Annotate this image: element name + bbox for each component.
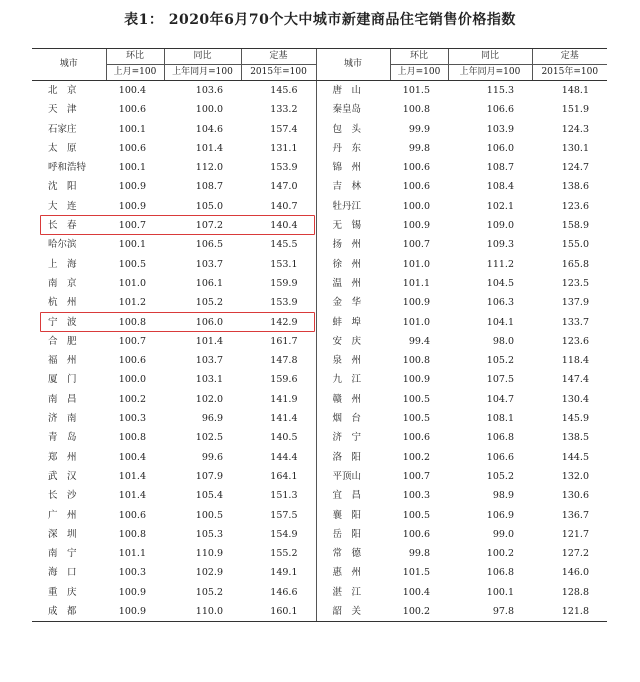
mom-value-left: 100.9 (106, 602, 164, 622)
header-base-sub-left: 2015年=100 (241, 65, 316, 81)
city-name-left: 长 沙 (48, 490, 77, 502)
city-name-right: 金 华 (316, 293, 390, 312)
mom-value-right: 100.2 (402, 451, 430, 463)
base-value-right: 146.0 (561, 567, 589, 579)
city-name-left: 海 口 (48, 567, 77, 579)
table-row (32, 428, 607, 447)
table-row (32, 602, 607, 622)
table-row (32, 390, 607, 409)
price-index-table (32, 48, 607, 622)
yoy-value-right: 105.2 (486, 470, 514, 482)
city-name-left: 大 连 (48, 200, 77, 212)
city-name-left: 合 肥 (48, 335, 77, 347)
header-city-right: 城市 (316, 49, 390, 81)
table-row (32, 506, 607, 525)
city-name-left: 长 春 (48, 220, 77, 232)
header-city-left: 城市 (32, 49, 106, 81)
table-row (32, 158, 607, 177)
base-value-left: 140.5 (270, 432, 298, 444)
yoy-value-right: 109.3 (486, 239, 514, 251)
yoy-value-right: 98.0 (492, 335, 514, 347)
city-name-left: 石家庄 (48, 123, 77, 135)
yoy-value-left: 112.0 (195, 162, 223, 174)
mom-value-right: 100.3 (402, 490, 430, 502)
mom-value-left: 101.4 (118, 490, 146, 502)
yoy-value-left: 105.3 (195, 528, 223, 540)
base-value-right: 137.9 (561, 297, 589, 309)
header-mom-right: 环比 (390, 49, 448, 65)
city-name-left: 成 都 (32, 602, 106, 622)
base-value-right: 145.9 (561, 413, 589, 425)
yoy-value-right: 108.1 (486, 413, 514, 425)
city-name-left: 福 州 (48, 355, 77, 367)
header-yoy-left: 同比 (164, 49, 241, 65)
mom-value-right: 101.0 (402, 258, 430, 270)
mom-value-right: 100.8 (402, 104, 430, 116)
table-row (32, 216, 607, 235)
yoy-value-left: 103.1 (195, 374, 223, 386)
city-name-right: 宜 昌 (316, 486, 390, 505)
yoy-value-left: 108.7 (195, 181, 223, 193)
mom-value-left: 100.6 (118, 142, 146, 154)
yoy-value-right: 99.0 (492, 528, 514, 540)
base-value-right: 127.2 (561, 548, 589, 560)
city-name-right: 赣 州 (316, 390, 390, 409)
yoy-value-left: 102.0 (195, 393, 223, 405)
mom-value-right: 101.1 (402, 277, 430, 289)
base-value-right: 118.4 (561, 355, 589, 367)
city-name-right: 烟 台 (316, 409, 390, 428)
yoy-value-left: 105.2 (195, 586, 223, 598)
yoy-value-left: 105.0 (195, 200, 223, 212)
base-value-right: 136.7 (561, 509, 589, 521)
yoy-value-left: 110.9 (195, 548, 223, 560)
base-value-left: 144.4 (270, 451, 298, 463)
base-value-left: 140.7 (270, 200, 298, 212)
table-row (32, 332, 607, 351)
city-name-left: 南 京 (48, 277, 77, 289)
base-value-right: 138.5 (561, 432, 589, 444)
mom-value-right: 100.5 (402, 393, 430, 405)
city-name-right: 牡丹江 (316, 197, 390, 216)
mom-value-left: 100.3 (118, 567, 146, 579)
base-value-left: 164.1 (270, 470, 298, 482)
city-name-left: 沈 阳 (48, 181, 77, 193)
city-name-left: 重 庆 (48, 586, 77, 598)
mom-value-left: 100.7 (118, 220, 146, 232)
city-name-right: 济 宁 (316, 428, 390, 447)
yoy-value-left: 102.5 (195, 432, 223, 444)
base-value-left: 159.9 (270, 277, 298, 289)
yoy-value-right: 115.3 (486, 85, 514, 96)
table-row (32, 100, 607, 119)
mom-value-left: 100.3 (118, 413, 146, 425)
table-row (32, 235, 607, 254)
header-yoy-sub-left: 上年同月=100 (164, 65, 241, 81)
mom-value-left: 100.1 (118, 239, 146, 251)
mom-value-right: 100.9 (402, 220, 430, 232)
yoy-value-right: 108.7 (486, 162, 514, 174)
city-name-left: 厦 门 (48, 374, 77, 386)
table-row (32, 177, 607, 196)
yoy-value-left: 106.1 (195, 277, 223, 289)
base-value-left: 153.9 (270, 297, 298, 309)
base-value-left: 151.3 (270, 490, 298, 502)
base-value-left: 147.0 (270, 181, 298, 193)
mom-value-right: 100.2 (390, 602, 448, 622)
base-value-left: 142.9 (270, 316, 298, 328)
mom-value-left: 100.9 (118, 181, 146, 193)
city-name-right: 蚌 埠 (316, 313, 390, 332)
city-name-right: 吉 林 (316, 177, 390, 196)
base-value-right: 148.1 (561, 85, 589, 96)
base-value-left: 141.9 (270, 393, 298, 405)
base-value-right: 165.8 (561, 258, 589, 270)
yoy-value-right: 104.5 (486, 277, 514, 289)
mom-value-left: 100.7 (118, 335, 146, 347)
mom-value-left: 100.2 (118, 393, 146, 405)
table-row (32, 81, 607, 101)
yoy-value-right: 102.1 (486, 200, 514, 212)
city-name-left: 北 京 (48, 85, 77, 96)
yoy-value-left: 105.2 (195, 297, 223, 309)
mom-value-right: 99.8 (408, 142, 430, 154)
base-value-left: 149.1 (270, 567, 298, 579)
yoy-value-left: 105.4 (195, 490, 223, 502)
mom-value-left: 100.4 (118, 85, 146, 96)
table-row (32, 120, 607, 139)
table-row (32, 313, 607, 332)
city-name-left: 上 海 (48, 258, 77, 270)
mom-value-right: 100.9 (402, 374, 430, 386)
mom-value-right: 101.0 (402, 316, 430, 328)
header-base-left: 定基 (241, 49, 316, 65)
city-name-right: 湛 江 (316, 583, 390, 602)
base-value-left: 155.2 (270, 548, 298, 560)
base-value-left: 133.2 (270, 104, 298, 116)
mom-value-right: 100.4 (402, 586, 430, 598)
mom-value-left: 100.4 (118, 451, 146, 463)
base-value-right: 123.6 (561, 335, 589, 347)
table-title: 表1： 2020年6月70个大中城市新建商品住宅销售价格指数 (124, 12, 516, 28)
base-value-left: 140.4 (270, 220, 298, 232)
city-name-right: 温 州 (316, 274, 390, 293)
table-row (32, 139, 607, 158)
yoy-value-left: 106.5 (195, 239, 223, 251)
yoy-value-left: 100.5 (195, 509, 223, 521)
mom-value-left: 100.6 (118, 509, 146, 521)
mom-value-left: 100.1 (118, 162, 146, 174)
base-value-left: 160.1 (241, 602, 316, 622)
city-name-left: 南 昌 (48, 393, 77, 405)
base-value-left: 157.4 (270, 123, 298, 135)
yoy-value-left: 106.0 (195, 316, 223, 328)
yoy-value-right: 106.3 (486, 297, 514, 309)
yoy-value-left: 96.9 (201, 413, 223, 425)
city-name-right: 无 锡 (316, 216, 390, 235)
base-value-right: 138.6 (561, 181, 589, 193)
table-row (32, 563, 607, 582)
city-name-right: 洛 阳 (316, 448, 390, 467)
city-name-left: 青 岛 (48, 432, 77, 444)
city-name-right: 岳 阳 (316, 525, 390, 544)
yoy-value-left: 103.7 (195, 258, 223, 270)
yoy-value-right: 106.8 (486, 567, 514, 579)
city-name-left: 宁 波 (48, 316, 77, 328)
mom-value-right: 100.6 (402, 162, 430, 174)
base-value-left: 157.5 (270, 509, 298, 521)
mom-value-left: 100.0 (118, 374, 146, 386)
yoy-value-left: 107.9 (195, 470, 223, 482)
table-row (32, 274, 607, 293)
header-base-sub-right: 2015年=100 (532, 65, 607, 81)
city-name-right: 安 庆 (316, 332, 390, 351)
city-name-left: 深 圳 (48, 528, 77, 540)
city-name-left: 哈尔滨 (48, 239, 77, 251)
mom-value-right: 101.5 (402, 567, 430, 579)
yoy-value-right: 105.2 (486, 355, 514, 367)
yoy-value-left: 101.4 (195, 142, 223, 154)
city-name-left: 广 州 (48, 509, 77, 521)
base-value-left: 141.4 (270, 413, 298, 425)
mom-value-left: 100.6 (118, 104, 146, 116)
mom-value-right: 100.5 (402, 413, 430, 425)
header-mom-sub-left: 上月=100 (106, 65, 164, 81)
yoy-value-right: 106.6 (486, 104, 514, 116)
header-base-right: 定基 (532, 49, 607, 65)
base-value-right: 121.7 (561, 528, 589, 540)
mom-value-left: 100.6 (118, 355, 146, 367)
city-name-right: 锦 州 (316, 158, 390, 177)
mom-value-left: 100.9 (118, 200, 146, 212)
city-name-left: 郑 州 (48, 451, 77, 463)
city-name-right: 扬 州 (316, 235, 390, 254)
yoy-value-right: 103.9 (486, 123, 514, 135)
mom-value-left: 100.1 (118, 123, 146, 135)
city-name-left: 呼和浩特 (48, 162, 87, 174)
header-yoy-right: 同比 (448, 49, 532, 65)
table-row (32, 467, 607, 486)
yoy-value-right: 108.4 (486, 181, 514, 193)
mom-value-right: 100.6 (402, 432, 430, 444)
mom-value-left: 101.2 (118, 297, 146, 309)
mom-value-left: 100.8 (118, 432, 146, 444)
base-value-left: 147.8 (270, 355, 298, 367)
yoy-value-left: 103.6 (195, 85, 223, 96)
base-value-right: 158.9 (561, 220, 589, 232)
mom-value-right: 100.9 (402, 297, 430, 309)
base-value-left: 153.1 (270, 258, 298, 270)
city-name-right: 包 头 (316, 120, 390, 139)
table-row (32, 583, 607, 602)
base-value-left: 131.1 (270, 142, 298, 154)
table-row (32, 448, 607, 467)
base-value-right: 133.7 (561, 316, 589, 328)
yoy-value-left: 101.4 (195, 335, 223, 347)
mom-value-right: 99.8 (408, 548, 430, 560)
yoy-value-left: 104.6 (195, 123, 223, 135)
mom-value-left: 100.8 (118, 528, 146, 540)
city-name-right: 唐 山 (316, 81, 390, 101)
base-value-left: 145.6 (270, 85, 298, 96)
city-name-right: 惠 州 (316, 563, 390, 582)
city-name-right: 秦皇岛 (316, 100, 390, 119)
mom-value-right: 100.7 (402, 470, 430, 482)
yoy-value-right: 106.6 (486, 451, 514, 463)
base-value-right: 130.1 (561, 142, 589, 154)
yoy-value-right: 97.8 (448, 602, 532, 622)
yoy-value-right: 100.1 (486, 586, 514, 598)
table-row (32, 525, 607, 544)
yoy-value-right: 107.5 (486, 374, 514, 386)
base-value-left: 146.6 (270, 586, 298, 598)
header-mom-sub-right: 上月=100 (390, 65, 448, 81)
yoy-value-left: 103.7 (195, 355, 223, 367)
yoy-value-left: 110.0 (164, 602, 241, 622)
mom-value-left: 100.8 (118, 316, 146, 328)
yoy-value-right: 111.2 (486, 258, 514, 270)
base-value-right: 144.5 (561, 451, 589, 463)
table-row (32, 197, 607, 216)
mom-value-right: 100.5 (402, 509, 430, 521)
city-name-left: 天 津 (48, 104, 77, 116)
city-name-left: 济 南 (48, 413, 77, 425)
mom-value-right: 100.7 (402, 239, 430, 251)
base-value-left: 145.5 (270, 239, 298, 251)
base-value-right: 128.8 (561, 586, 589, 598)
mom-value-left: 100.5 (118, 258, 146, 270)
header-mom-left: 环比 (106, 49, 164, 65)
table-row (32, 351, 607, 370)
yoy-value-right: 106.8 (486, 432, 514, 444)
yoy-value-left: 100.0 (195, 104, 223, 116)
header-yoy-sub-right: 上年同月=100 (448, 65, 532, 81)
yoy-value-left: 107.2 (195, 220, 223, 232)
city-name-right: 徐 州 (316, 255, 390, 274)
table-row (32, 409, 607, 428)
table-row (32, 293, 607, 312)
mom-value-right: 99.4 (408, 335, 430, 347)
base-value-right: 121.8 (532, 602, 607, 622)
base-value-right: 155.0 (561, 239, 589, 251)
mom-value-right: 101.5 (402, 85, 430, 96)
city-name-left: 太 原 (48, 142, 77, 154)
table-body (32, 81, 607, 622)
city-name-right: 泉 州 (316, 351, 390, 370)
city-name-right: 九 江 (316, 370, 390, 389)
header-row-main (32, 49, 607, 65)
mom-value-left: 101.1 (118, 548, 146, 560)
table-row (32, 544, 607, 563)
base-value-left: 153.9 (270, 162, 298, 174)
city-name-right: 常 德 (316, 544, 390, 563)
yoy-value-right: 106.0 (486, 142, 514, 154)
base-value-right: 130.4 (561, 393, 589, 405)
city-name-right: 韶 关 (316, 602, 390, 622)
base-value-left: 154.9 (270, 528, 298, 540)
base-value-right: 147.4 (561, 374, 589, 386)
base-value-left: 161.7 (270, 335, 298, 347)
base-value-right: 123.6 (561, 200, 589, 212)
mom-value-left: 101.4 (118, 470, 146, 482)
yoy-value-right: 104.1 (486, 316, 514, 328)
base-value-right: 132.0 (561, 470, 589, 482)
city-name-left: 武 汉 (48, 470, 77, 482)
mom-value-right: 99.9 (408, 123, 430, 135)
table-row (32, 255, 607, 274)
mom-value-left: 100.9 (118, 586, 146, 598)
mom-value-right: 100.0 (402, 200, 430, 212)
city-name-right: 丹 东 (316, 139, 390, 158)
city-name-left: 南 宁 (48, 548, 77, 560)
table-row (32, 370, 607, 389)
yoy-value-right: 100.2 (486, 548, 514, 560)
city-name-right: 平顶山 (316, 467, 390, 486)
city-name-right: 襄 阳 (316, 506, 390, 525)
mom-value-right: 100.6 (402, 528, 430, 540)
base-value-right: 124.7 (561, 162, 589, 174)
yoy-value-right: 109.0 (486, 220, 514, 232)
yoy-value-right: 104.7 (486, 393, 514, 405)
yoy-value-left: 99.6 (201, 451, 223, 463)
yoy-value-right: 98.9 (492, 490, 514, 502)
base-value-left: 159.6 (270, 374, 298, 386)
base-value-right: 151.9 (561, 104, 589, 116)
table-row (32, 486, 607, 505)
mom-value-right: 100.8 (402, 355, 430, 367)
mom-value-right: 100.6 (402, 181, 430, 193)
city-name-left: 杭 州 (48, 297, 77, 309)
base-value-right: 123.5 (561, 277, 589, 289)
base-value-right: 130.6 (561, 490, 589, 502)
yoy-value-right: 106.9 (486, 509, 514, 521)
mom-value-left: 101.0 (118, 277, 146, 289)
yoy-value-left: 102.9 (195, 567, 223, 579)
base-value-right: 124.3 (561, 123, 589, 135)
